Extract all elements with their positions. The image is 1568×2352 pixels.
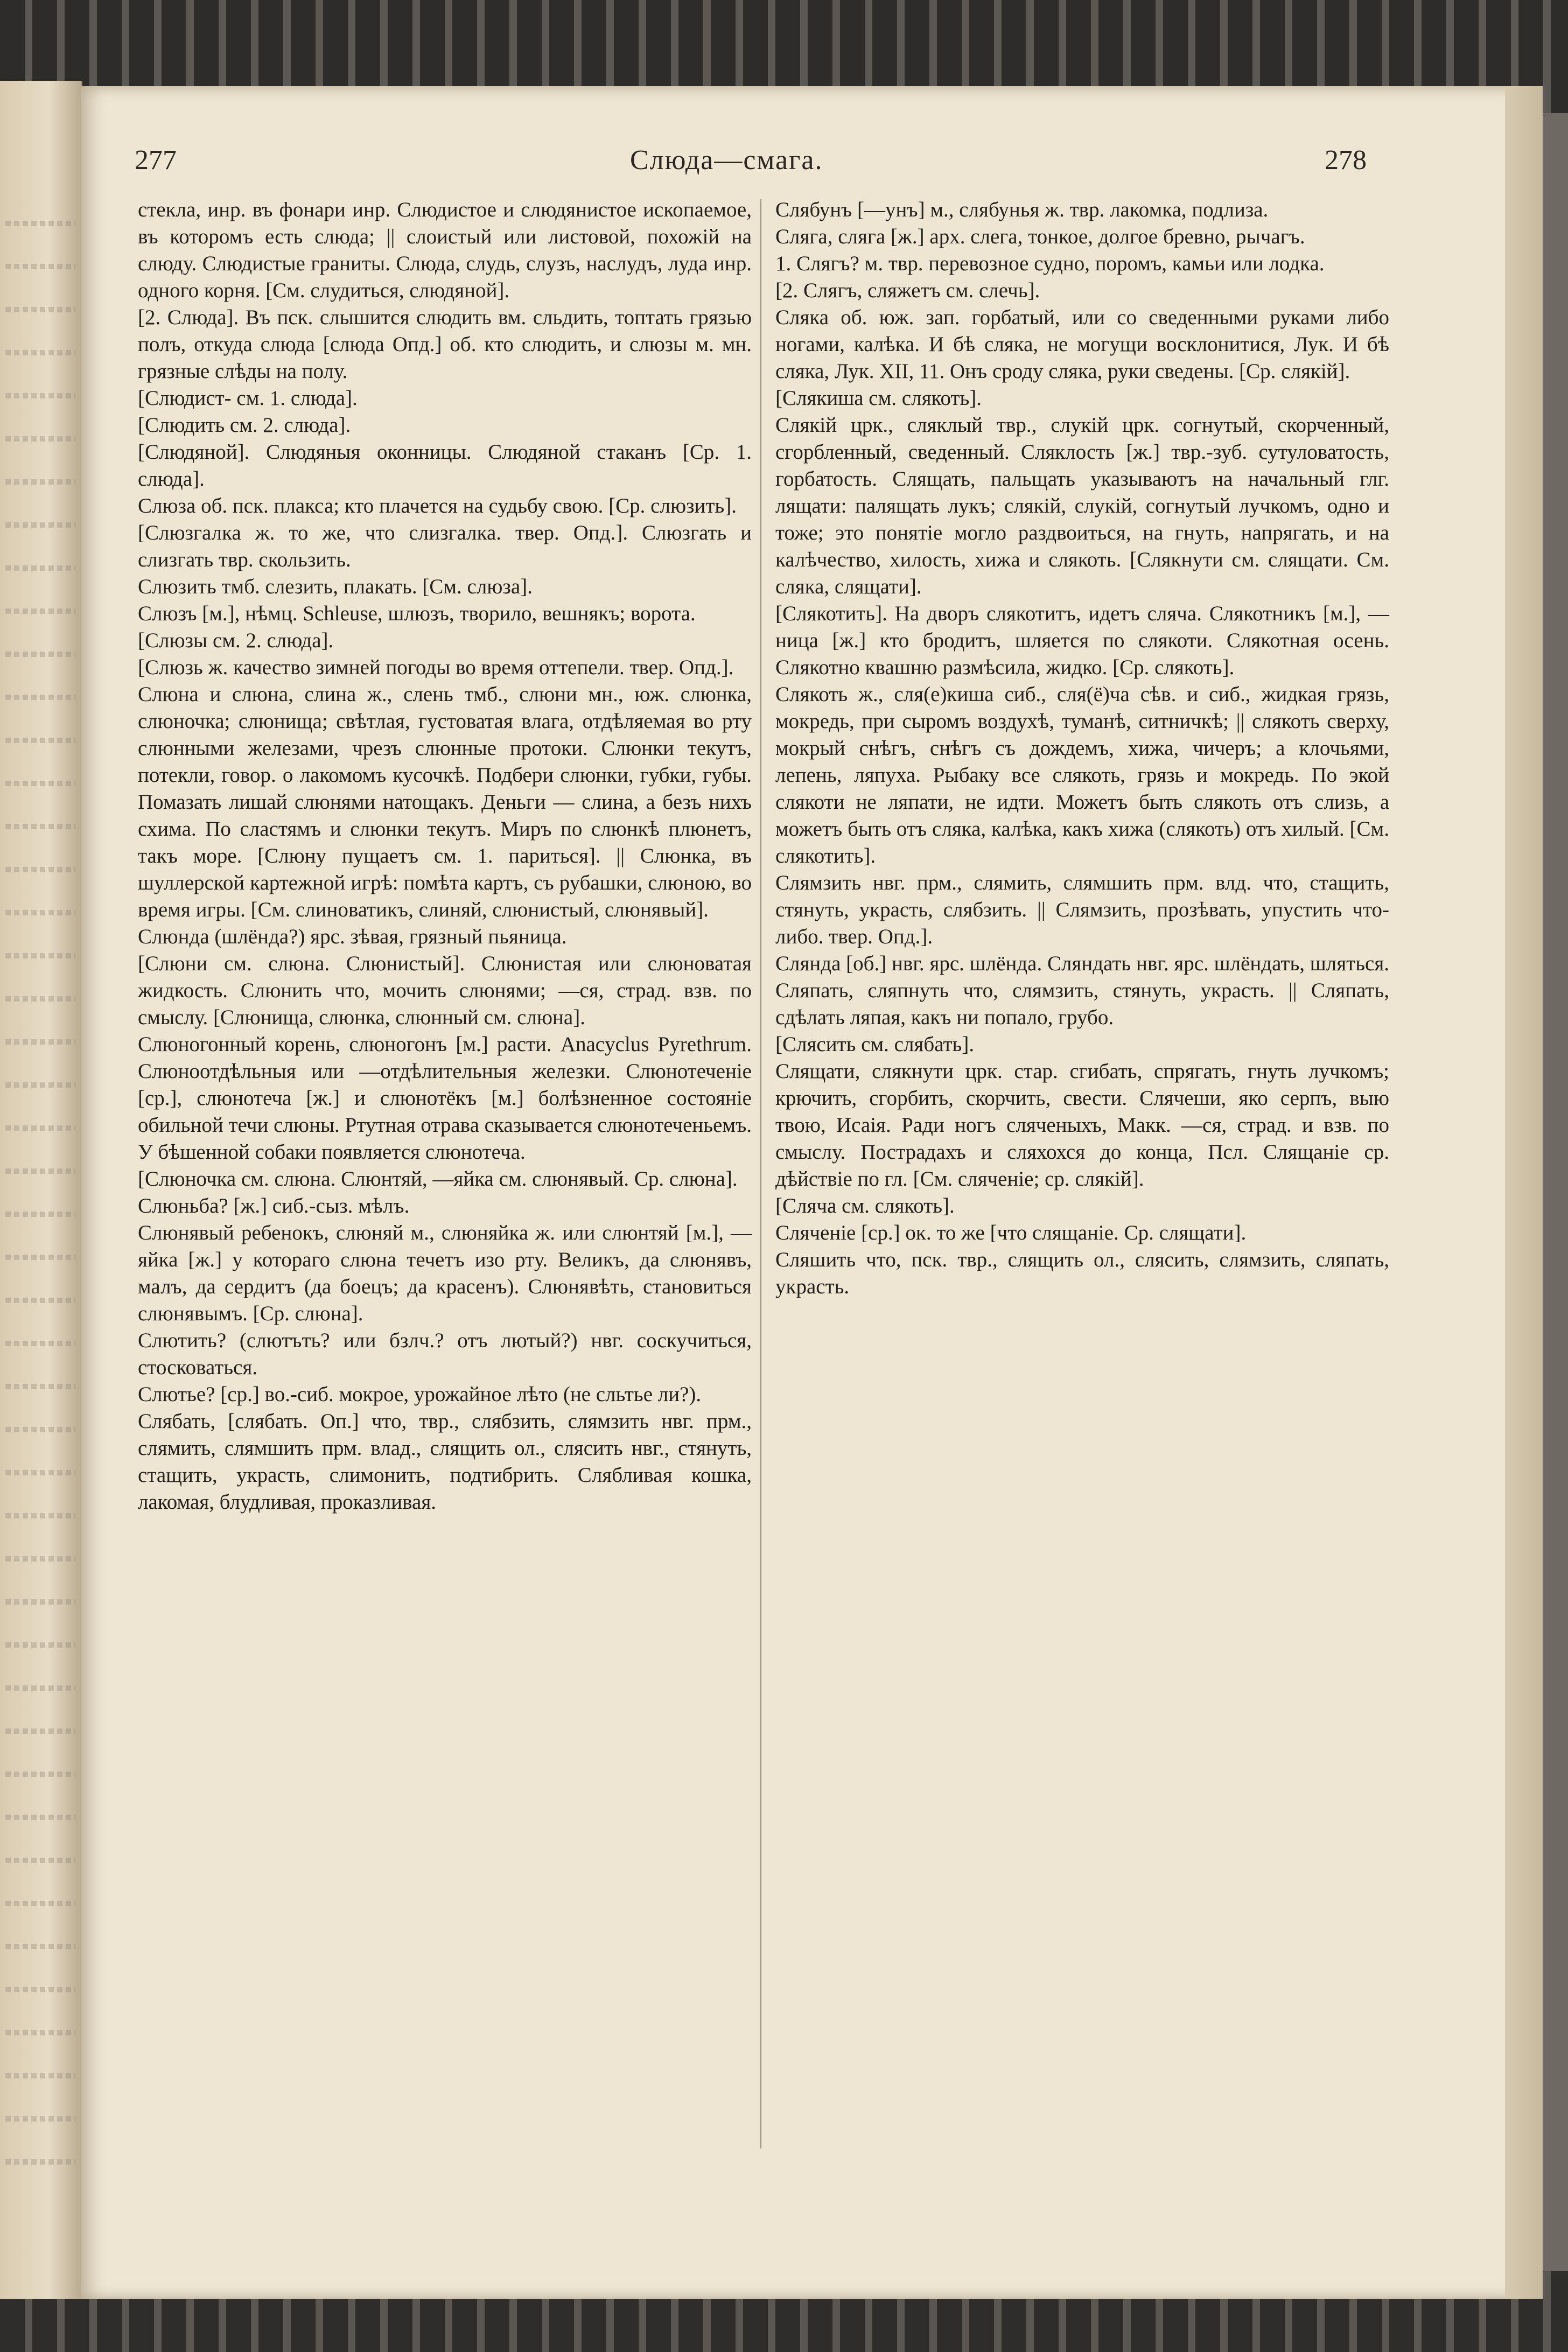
entry: Слюзить тмб. слезить, плакать. [См. слюза]. [138,575,533,598]
entry: [Слюни см. слюна. Слюнистый]. Слюнистая или слюноватая жидкость. Слюнить что, мочить слюнями; —ся, страд. взв. по смыслу. [Слюнища, слюнка, слюнный см. слюна]. [138,952,752,1029]
entry: Слякоть ж., сля(е)киша сиб., сля(ё)ча сѣв. и сиб., жидкая грязь, мокредь, при сыромъ воздухѣ, туманѣ, ситничкѣ; || слякоть сверху, мокрый снѣгъ, снѣгъ съ дождемъ, хижа, чичеръ; а клочьями, лепень, ляпуха. Рыбаку все слякоть, грязь и мокредь. По экой слякоти не ляпати, не идти. Можетъ быть слякоть отъ слизь, а можетъ быть отъ сляка, калѣка, какъ хижа (слякоть) отъ хилый. [См. слякотить]. [775,683,1389,867]
entry: Слюнда (шлёнда?) ярс. зѣвая, грязный пьяница. [138,925,567,948]
entry: Слямзить нвг. прм., слямить, слямшить прм. влд. что, стащить, стянуть, украсть, слябзить. || Слямзить, прозѣвать, упустить что-либо. твер. Опд.]. [775,871,1389,948]
entry: [Слякиша см. слякоть]. [775,387,982,410]
entry: [Слюзгалка ж. то же, что слизгалка. твер. Опд.]. Слюзгать и слизгать твр. скользить. [138,521,752,571]
entry: Сляка об. юж. зап. горбатый, или со сведенными руками либо ногами, калѣка. И бѣ сляка, не могущи восклонитися, Лук. И бѣ сляка, Лук. XII, 11. Онъ сроду сляка, руки сведены. [Ср. слякій]. [775,306,1389,383]
facing-page-edge [0,81,82,2299]
entry: [Слюдяной]. Слюдяныя оконницы. Слюдяной стаканъ [Ср. 1. слюда]. [138,440,752,491]
entry: [Слюночка см. слюна. Слюнтяй, —яйка см. слюнявый. Ср. слюна]. [138,1167,738,1191]
entry: [Слюдить см. 2. слюда]. [138,414,351,437]
entry: [Слякотить]. На дворъ слякотитъ, идетъ сляча. Слякотникъ [м.], —ница [ж.] кто бродитъ, шляется по слякоти. Слякотная осень. Слякотно квашню размѣсила, жидко. [Ср. слякоть]. [775,602,1389,679]
entry: [Слюдист- см. 1. слюда]. [138,387,358,410]
entry: Сляшить что, пск. твр., слящить ол., слясить, слямзить, сляпать, украсть. [775,1248,1389,1298]
right-column [775,197,1389,1300]
entry: Слюна и слюна, слина ж., слень тмб., слюни мн., юж. слюнка, слюночка; слюнища; свѣтлая, густоватая влага, отдѣляемая во рту слюнными железами, чрезъ слюнные протоки. Слюнки текутъ, потекли, говор. о лакомомъ кусочкѣ. Подбери слюнки, губки, губы. Помазать лишай слюнями натощакъ. Деньги — слина, а безъ нихъ схима. По сластямъ и слюнки текутъ. Миръ по слюнкѣ плюнетъ, такъ море. [Слюну пущаетъ см. 1. париться]. || Слюнка, въ шуллерской картежной игрѣ: помѣта картъ, съ рубашки, слюною, во время игры. [См. слиноватикъ, слиняй, слюнистый, слюнявый]. [138,683,752,921]
running-title: Слюда—смага. [630,145,823,176]
entry: Слящати, слякнути црк. стар. сгибать, спрягать, гнуть лучкомъ; крючить, сгорбить, скорчить, свести. Слячеши, яко серпъ, выю твою, Исаія. Ради ногъ сляченыхъ, Макк. —ся, страд. и взв. по смыслу. Пострадахъ и сляхохся до конца, Псл. Слящаніе ср. дѣйствіе по гл. [См. сляченіе; ср. слякій]. [775,1060,1389,1191]
page-number-left: 277 [135,145,177,176]
entry: Слютье? [ср.] во.-сиб. мокрое, урожайное лѣто (не сльтье ли?). [138,1383,702,1406]
page-header [0,144,1568,182]
entry: Слютить? (слютъть? или бзлч.? отъ лютый?) нвг. соскучиться, стосковаться. [138,1329,752,1379]
entry: стекла, инр. въ фонари инр. Слюдистое и слюдянистое ископаемое, въ которомъ есть слюда; || слоистый или листовой, похожій на слюду. Слюдистые граниты. Слюда, слудь, слузъ, наслудъ, луда инр. одного корня. [См. слудиться, слюдяной]. [138,198,752,302]
entry: Слюногонный корень, слюногонъ [м.] расти. Anacyclus Pyrethrum. Слюноотдѣльныя или —отдѣлительныя железки. Слюнотеченіе [ср.], слюнотеча [ж.] и слюнотёкъ [м.] болѣзненное состояніе обильной течи слюны. Ртутная отрава сказывается слюнотеченьемъ. У бѣшенной собаки появляется слюнотеча. [138,1033,752,1164]
left-column [138,197,752,1516]
entry: Слякій црк., сляклый твр., слукій црк. согнутый, скорченный, сгорбленный, сведенный. Сляклость [ж.] твр.-зуб. сутуловатость, горбатость. Слящать, пальщать указываютъ на начальный глг. лящати: палящать лукъ; слякій, слукій, согнутый лучкомъ, одно и тоже; это понятіе могло раздвоиться, на гнуть, напрягать, и на калѣчество, хилость, хижа и слякоть. [Слякнути см. слящати. См. сляка, слящати]. [775,414,1389,598]
page-edge [1505,86,1543,2299]
entry: Сляга, сляга [ж.] арх. слега, тонкое, долгое бревно, рычагъ. [775,225,1305,248]
entry: Слюзъ [м.], нѣмц. Schleuse, шлюзъ, творило, вешнякъ; ворота. [138,602,696,625]
entry: Сляпать, сляпнуть что, слямзить, стянуть, украсть. || Сляпать, сдѣлать ляпая, какъ ни попало, грубо. [775,979,1389,1029]
entry: Слюза об. пск. плакса; кто плачется на судьбу свою. [Ср. слюзить]. [138,494,737,517]
entry: Сляченіе [ср.] ок. то же [что слящаніе. Ср. слящати]. [775,1221,1247,1244]
entry: [Слюзь ж. качество зимней погоды во время оттепели. твер. Опд.]. [138,656,734,679]
entry: [Слюзы см. 2. слюда]. [138,629,334,652]
entry: Слянда [об.] нвг. ярс. шлёнда. Сляндать нвг. ярс. шлёндать, шляться. [775,952,1390,975]
entry: [2. Слягъ, сляжетъ см. слечь]. [775,279,1040,302]
entry: 1. Слягъ? м. твр. перевозное судно, поромъ, камьи или лодка. [775,252,1325,275]
entry: Слюньба? [ж.] сиб.-сыз. мѣлъ. [138,1194,410,1217]
entry: [2. Слюда]. Въ пск. слышится слюдить вм. сльдить, топтать грязью полъ, откуда слюда [слюда Опд.] об. кто слюдить, и слюзы м. мн. грязные слѣды на полу. [138,306,752,383]
entry: [Сляча см. слякоть]. [775,1194,955,1217]
entry: Слябунъ [—унъ] м., слябунья ж. твр. лакомка, подлиза. [775,198,1269,221]
page-number-right: 278 [1325,145,1367,176]
entry: Слябать, [слябать. Оп.] что, твр., слябзить, слямзить нвг. прм., слямить, слямшить прм. влад., слящить ол., слясить нвг., стянуть, стащить, украсть, слимонить, подтибрить. Слябливая кошка, лакомая, блудливая, проказливая. [138,1410,752,1514]
column-divider [760,199,761,2148]
entry: [Слясить см. слябать]. [775,1033,975,1056]
entry: Слюнявый ребенокъ, слюняй м., слюняйка ж. или слюнтяй [м.], —яйка [ж.] у котораго слюна течетъ изо рту. Великъ, да слюнявъ, малъ, да сердитъ (да боецъ; да красенъ). Слюнявѣть, становиться слюнявымъ. [Ср. слюна]. [138,1221,752,1325]
